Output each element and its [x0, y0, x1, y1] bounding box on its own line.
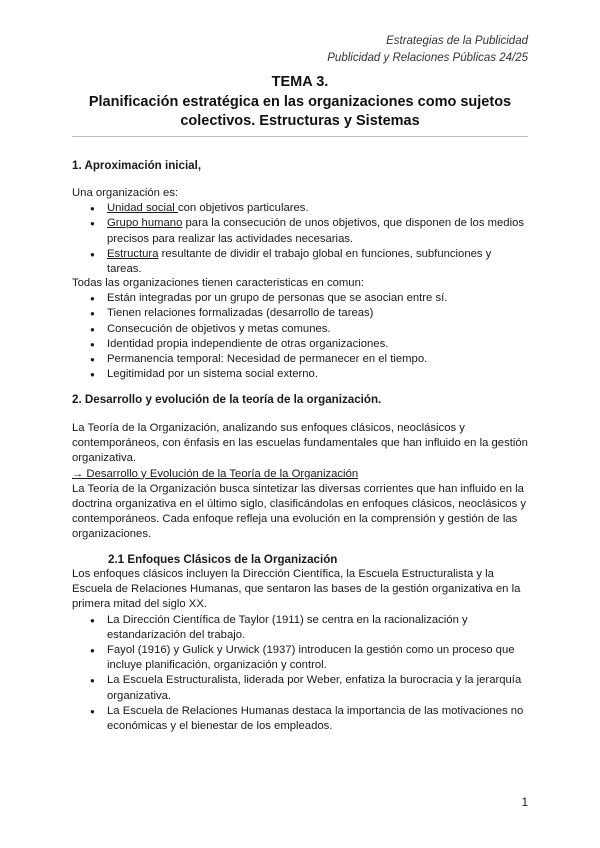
- subsection-2-1-body: [72, 567, 528, 734]
- definition-term: Unidad social: [107, 202, 178, 215]
- section-2-paragraph-2: La Teoría de la Organización busca sintetizar las diversas corrientes que han influido en la doctrina organizativa en el último siglo, clasificándolas en enfoques clásicos, neoclásicos y contemporáneos. Cada enfoque refleja una evolución en la comprensión y gestión de las organizaciones.: [72, 482, 527, 541]
- list-item: ● La Dirección Científica de Taylor (1911) se centra en la racionalización y estandarización del trabajo.: [90, 613, 528, 643]
- list-item: ● Legitimidad por un sistema social externo.: [90, 367, 528, 382]
- list-item: ● Unidad social con objetivos particulares.: [90, 201, 528, 216]
- section-2-body: [72, 421, 528, 543]
- list-item: ● Identidad propia independiente de otras organizaciones.: [90, 337, 528, 352]
- list-item: ● Tienen relaciones formalizadas (desarrollo de tareas): [90, 306, 528, 321]
- header-course: Estrategias de la Publicidad: [386, 35, 528, 47]
- list-item: ● La Escuela Estructuralista, liderada por Weber, enfatiza la burocracia y la jerarquía organizativa.: [90, 673, 528, 703]
- title-tema: TEMA 3.: [271, 74, 329, 90]
- list-item: ● Fayol (1916) y Gulick y Urwick (1937) introducen la gestión como un proceso que incluye planificación, organización y control.: [90, 643, 528, 673]
- header-degree: Publicidad y Relaciones Públicas 24/25: [327, 52, 528, 64]
- list-item: ● Permanencia temporal: Necesidad de permanecer en el tiempo.: [90, 352, 528, 367]
- page-number: 1: [521, 797, 528, 809]
- characteristics-list: [72, 291, 528, 382]
- characteristics-intro: Todas las organizaciones tienen caracteristicas en comun:: [72, 277, 364, 289]
- list-item: ● Grupo humano para la consecución de unos objetivos, que disponen de los medios precisos para realizar las actividades necesarias.: [90, 216, 528, 246]
- subsection-paragraph: Los enfoques clásicos incluyen la Dirección Científica, la Escuela Estructuralista y la Escuela de Relaciones Humanas, que sentaron las bases de la gestión organizativa en la primera mitad del siglo XX.: [72, 568, 521, 611]
- section-2-heading: 2. Desarrollo y evolución de la teoría de la organización.: [72, 393, 382, 406]
- title-divider: [72, 136, 528, 137]
- section-2-paragraph-1: La Teoría de la Organización, analizando sus enfoques clásicos, neoclásicos y contemporáneos, con énfasis en las escuelas fundamentales que han influido en la gestión organizativa.: [72, 422, 528, 465]
- list-item: ● Estructura resultante de dividir el trabajo global en funciones, subfunciones y tareas.: [90, 247, 528, 277]
- subsection-2-1-heading: 2.1 Enfoques Clásicos de la Organización: [108, 553, 338, 566]
- section-1-heading: 1. Aproximación inicial,: [72, 159, 202, 172]
- theory-link[interactable]: → Desarrollo y Evolución de la Teoría de la Organización: [72, 467, 359, 480]
- definition-term: Grupo humano: [107, 217, 183, 230]
- characteristics-block: [72, 276, 528, 382]
- definition-term: Estructura: [107, 247, 159, 260]
- list-item: ● Están integradas por un grupo de personas que se asocian entre sí.: [90, 291, 528, 306]
- section-1-body: [72, 186, 528, 277]
- list-item: ● Consecución de objetivos y metas comunes.: [90, 322, 528, 337]
- title-line-2: colectivos. Estructuras y Sistemas: [180, 113, 420, 129]
- section-1-intro: Una organización es:: [72, 187, 179, 199]
- list-item: ● La Escuela de Relaciones Humanas destaca la importancia de las motivaciones no económicas y el bienestar de los empleados.: [90, 704, 528, 734]
- classical-approaches-list: [72, 613, 528, 735]
- definition-list: [72, 201, 528, 277]
- title-line-1: Planificación estratégica en las organizaciones como sujetos: [88, 94, 512, 110]
